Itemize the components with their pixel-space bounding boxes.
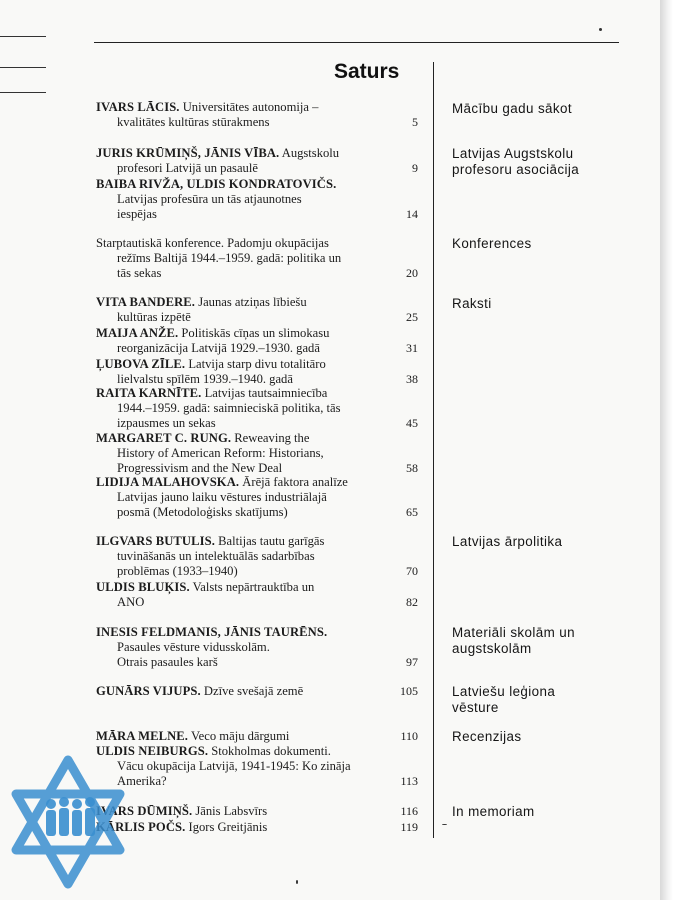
toc-entry — [96, 326, 418, 356]
entry-page-number: 38 — [406, 372, 418, 386]
entry-title-line: Latvijas profesūra un tās atjaunotnes — [117, 192, 302, 206]
entry-author: MĀRA MELNE. — [96, 729, 189, 743]
entry-author: ILGVARS BUTULIS. — [96, 534, 215, 548]
toc-entry — [96, 386, 418, 431]
entry-title-line: Latvijas jauno laiku vēstures industriālajā — [117, 490, 327, 504]
entry-page-number: 14 — [406, 207, 418, 221]
entry-title-line: lielvalstu spīlēm 1939.–1940. gadā — [117, 372, 293, 386]
entry-title: Universitātes autonomija – — [179, 100, 319, 114]
entry-author: GUNĀRS VIJUPS. — [96, 684, 201, 698]
top-rule — [94, 42, 619, 43]
entry-title-line: tuvināšanās un intelektuālās sadarbības — [117, 549, 315, 563]
entry-title-line: Progressivism and the New Deal — [117, 461, 283, 475]
section-heading-line: profesoru asociācija — [452, 162, 580, 177]
toc-entry — [96, 729, 418, 744]
toc-entry — [96, 177, 418, 222]
stray-dot — [296, 880, 298, 884]
entry-title-line: History of American Reform: Historians, — [117, 446, 324, 460]
entry-page-number: 58 — [406, 461, 418, 475]
entry-title-line: Otrais pasaules karš — [117, 655, 218, 669]
section-heading — [452, 146, 632, 178]
entry-author: LIDIJA MALAHOVSKA. — [96, 475, 240, 489]
entry-page-number: 105 — [400, 684, 418, 698]
entry-title: Igors Greitjānis — [185, 820, 268, 834]
section-heading — [452, 534, 632, 550]
section-heading-line: Konferences — [452, 236, 532, 251]
entry-title-line: posmā (Metodoloģisks skatījums) — [117, 505, 288, 519]
entry-page-number: 119 — [400, 820, 418, 834]
entry-author: RAITA KARNĪTE. — [96, 386, 202, 400]
entry-author: BAIBA RIVŽA, ULDIS KONDRATOVIČS. — [96, 177, 337, 191]
entry-page-number: 65 — [406, 505, 418, 519]
entry-author: ULDIS NEIBURGS. — [96, 744, 209, 758]
toc-entry — [96, 100, 418, 130]
section-heading — [452, 729, 632, 745]
entry-page-number: 116 — [400, 804, 418, 818]
stray-dot — [599, 28, 602, 31]
entry-title: Augstskolu — [279, 146, 340, 160]
section-heading — [452, 101, 632, 117]
section-heading-line: In memoriam — [452, 804, 535, 819]
column-divider — [433, 62, 434, 838]
entry-title-line: reorganizācija Latvijā 1929.–1930. gadā — [117, 341, 320, 355]
toc-entry — [96, 580, 418, 610]
entry-author: IVARS LĀCIS. — [96, 100, 180, 114]
entry-title: Jānis Labsvīrs — [192, 804, 268, 818]
section-heading-line: Latviešu leģiona — [452, 684, 556, 699]
entry-page-number: 113 — [400, 774, 418, 788]
entry-title: Starptautiskā konference. Padomju okupācijas — [96, 236, 329, 250]
entry-author: KĀRLIS POČS. — [96, 820, 186, 834]
entry-author: JURIS KRŪMIŅŠ, JĀNIS VĪBA. — [96, 146, 280, 160]
entry-title-line: tās sekas — [117, 266, 162, 280]
entry-title-line: 1944.–1959. gadā: saimnieciskā politika, tās — [117, 401, 341, 415]
entry-page-number: 45 — [406, 416, 418, 430]
entry-title: Politiskās cīņas un slimokasu — [178, 326, 330, 340]
entry-title-line: izpausmes un sekas — [117, 416, 216, 430]
toc-entry — [96, 431, 418, 476]
entry-title-line: režīms Baltijā 1944.–1959. gadā: politika un — [117, 251, 342, 265]
section-heading — [452, 684, 632, 716]
entry-title: Valsts nepārtrauktība un — [189, 580, 315, 594]
entry-author: INESIS FELDMANIS, JĀNIS TAURĒNS. — [96, 625, 328, 639]
page-title: Saturs — [334, 60, 400, 83]
margin-mark-top — [0, 36, 46, 37]
margin-mark-middle — [0, 67, 46, 68]
toc-entry — [96, 146, 418, 176]
section-heading — [452, 625, 632, 657]
stray-dash — [442, 824, 447, 825]
entry-page-number: 20 — [406, 266, 418, 280]
entry-page-number: 82 — [406, 595, 418, 609]
section-heading-line: Mācību gadu sākot — [452, 101, 572, 116]
entry-title-line: Pasaules vēsture vidusskolām. — [117, 640, 270, 654]
entry-title-line: iespējas — [117, 207, 157, 221]
margin-mark-lower — [0, 92, 46, 93]
toc-entry — [96, 475, 418, 520]
section-heading-line: vēsture — [452, 700, 499, 715]
section-heading-line: Raksti — [452, 296, 492, 311]
toc-entry — [96, 804, 418, 819]
entry-page-number: 25 — [406, 310, 418, 324]
entry-title: Jaunas atziņas lībiešu — [195, 295, 307, 309]
toc-entry — [96, 236, 418, 281]
toc-entry — [96, 625, 418, 670]
entry-title-line: ANO — [117, 595, 145, 609]
entry-title: Baltijas tautu garīgās — [214, 534, 325, 548]
entry-author: MAIJA ANŽE. — [96, 326, 179, 340]
toc-entry — [96, 684, 418, 699]
entry-title: Latvijas tautsaimniecība — [201, 386, 328, 400]
section-heading — [452, 804, 632, 820]
section-heading-line: Materiāli skolām un — [452, 625, 575, 640]
entry-page-number: 5 — [412, 115, 418, 129]
entry-page-number: 9 — [412, 161, 418, 175]
entry-title-line: kultūras izpētē — [117, 310, 191, 324]
entry-title-line: kvalitātes kultūras stūrakmens — [117, 115, 270, 129]
entry-author: IVARS DŪMIŅŠ. — [96, 804, 193, 818]
entry-author: ĻUBOVA ZĪLE. — [96, 357, 186, 371]
entry-title: Ārējā faktora analīze — [239, 475, 348, 489]
section-heading-line: augstskolām — [452, 641, 532, 656]
entry-page-number: 70 — [406, 564, 418, 578]
toc-entry — [96, 820, 418, 835]
entry-page-number: 97 — [406, 655, 418, 669]
section-heading — [452, 236, 632, 252]
entry-title: Latvija starp divu totalitāro — [185, 357, 326, 371]
entry-title: Veco māju dārgumi — [188, 729, 290, 743]
toc-entry — [96, 534, 418, 579]
entry-title-line: Amerika? — [117, 774, 167, 788]
entry-title: Stokholmas dokumenti. — [208, 744, 331, 758]
section-heading-line: Recenzijas — [452, 729, 522, 744]
entry-title: Dzīve svešajā zemē — [200, 684, 304, 698]
entry-page-number: 31 — [406, 341, 418, 355]
entry-title-line: Vācu okupācija Latvijā, 1941-1945: Ko zināja — [117, 759, 351, 773]
toc-entry — [96, 744, 418, 789]
entry-title: Reweaving the — [231, 431, 310, 445]
page-edge-shadow — [660, 0, 673, 900]
entry-author: ULDIS BLUĶIS. — [96, 580, 190, 594]
entry-author: VITA BANDERE. — [96, 295, 196, 309]
section-heading — [452, 296, 632, 312]
entry-page-number: 110 — [400, 729, 418, 743]
toc-entry — [96, 357, 418, 387]
toc-entry — [96, 295, 418, 325]
star-of-david-watermark-icon — [6, 752, 130, 892]
entry-title-line: problēmas (1933–1940) — [117, 564, 238, 578]
entry-title-line: profesori Latvijā un pasaulē — [117, 161, 258, 175]
section-heading-line: Latvijas ārpolitika — [452, 534, 563, 549]
entry-author: MARGARET C. RUNG. — [96, 431, 232, 445]
section-heading-line: Latvijas Augstskolu — [452, 146, 574, 161]
